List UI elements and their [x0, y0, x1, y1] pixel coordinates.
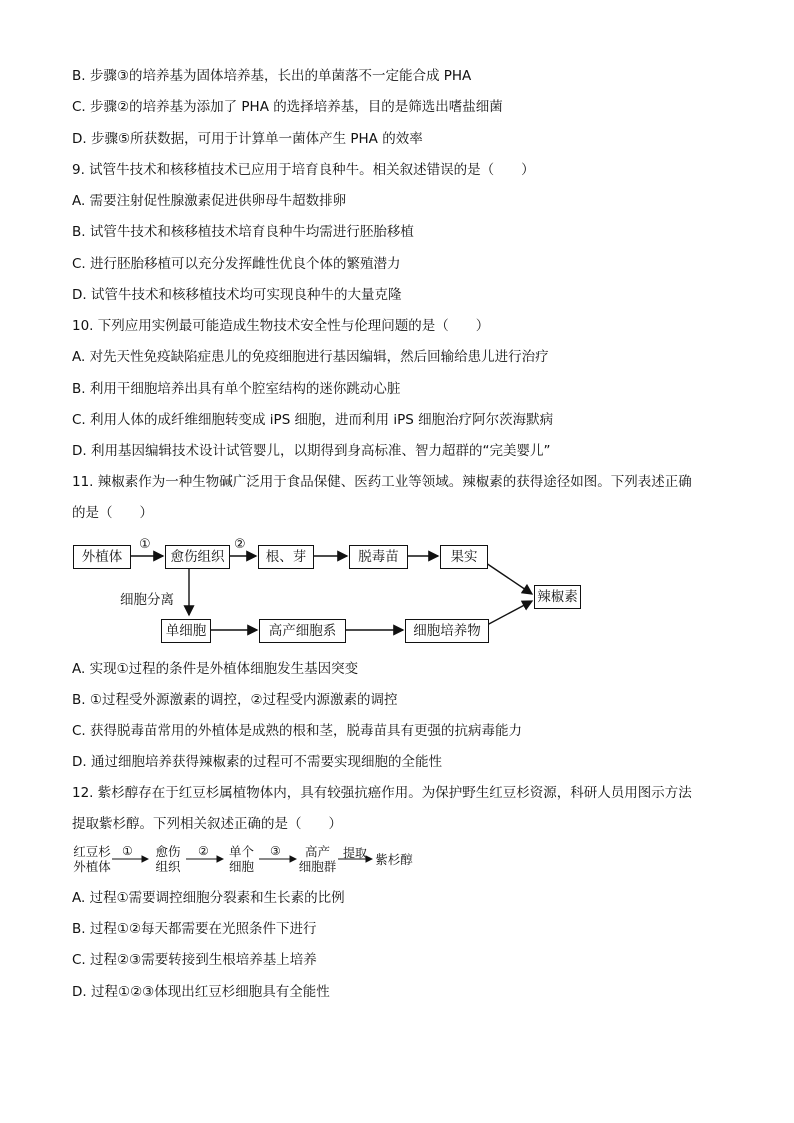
option-a-q10: A. 对先天性免疫缺陷症患儿的免疫细胞进行基因编辑，然后回输给患儿进行治疗 — [72, 349, 549, 365]
d2-step-1: ① — [122, 844, 133, 858]
cell-separation-label: 细胞分离 — [120, 592, 174, 608]
box-high-yield-line: 高产细胞系 — [259, 619, 346, 643]
node-callus-line1: 愈伤 — [155, 844, 181, 859]
box-fruit: 果实 — [440, 545, 488, 569]
node-high-yield-group-line2: 细胞群 — [298, 859, 337, 874]
option-c-q12: C. 过程②③需要转接到生根培养基上培养 — [72, 952, 317, 968]
option-d-q12: D. 过程①②③体现出红豆杉细胞具有全能性 — [72, 984, 330, 1000]
node-high-yield-group-line1: 高产 — [304, 844, 330, 859]
question-12: 12. 紫杉醇存在于红豆杉属植物体内，具有较强抗癌作用。为保护野生红豆杉资源，科研人员用图示方法 — [72, 785, 692, 801]
box-capsaicin: 辣椒素 — [534, 585, 581, 609]
node-single-cell-line2: 细胞 — [228, 859, 254, 874]
question-11: 11. 辣椒素作为一种生物碱广泛用于食品保健、医药工业等领域。辣椒素的获得途径如图。下列表述正确 — [72, 474, 692, 490]
node-taxus-explant-line2: 外植体 — [73, 859, 111, 874]
option-d-q8: D. 步骤⑤所获数据，可用于计算单一菌体产生 PHA 的效率 — [72, 131, 423, 147]
option-b-q12: B. 过程①②每天都需要在光照条件下进行 — [72, 921, 317, 937]
box-virus-free-seedling: 脱毒苗 — [349, 545, 408, 569]
question-10: 10. 下列应用实例最可能造成生物技术安全性与伦理问题的是（ ） — [72, 318, 490, 334]
option-d-q9: D. 试管牛技术和核移植技术均可实现良种牛的大量克隆 — [72, 287, 402, 303]
option-c-q11: C. 获得脱毒苗常用的外植体是成熟的根和茎，脱毒苗具有更强的抗病毒能力 — [72, 723, 523, 739]
box-callus: 愈伤组织 — [165, 545, 230, 569]
option-b-q11: B. ①过程受外源激素的调控，②过程受内源激素的调控 — [72, 692, 398, 708]
question-11-cont: 的是（ ） — [72, 505, 153, 521]
question-12-cont: 提取紫杉醇。下列相关叙述正确的是（ ） — [72, 816, 342, 832]
question-9: 9. 试管牛技术和核移植技术已应用于培育良种牛。相关叙述错误的是（ ） — [72, 162, 535, 178]
step-2-label: ② — [234, 537, 246, 552]
option-b-q10: B. 利用干细胞培养出具有单个腔室结构的迷你跳动心脏 — [72, 381, 401, 397]
option-a-q12: A. 过程①需要调控细胞分裂素和生长素的比例 — [72, 890, 345, 906]
box-explant: 外植体 — [73, 545, 131, 569]
taxol-extraction-diagram — [0, 842, 794, 882]
capsaicin-pathway-diagram — [0, 535, 794, 650]
node-single-cell — [224, 844, 259, 874]
option-a-q9: A. 需要注射促性腺激素促进供卵母牛超数排卵 — [72, 193, 347, 209]
box-cell-culture: 细胞培养物 — [405, 619, 489, 643]
node-high-yield-group — [297, 844, 338, 874]
option-b-q9: B. 试管牛技术和核移植技术培育良种牛均需进行胚胎移植 — [72, 224, 414, 240]
node-taxol: 紫杉醇 — [375, 852, 413, 867]
option-d-q11: D. 通过细胞培养获得辣椒素的过程可不需要实现细胞的全能性 — [72, 754, 442, 770]
node-callus-line2: 组织 — [155, 859, 181, 874]
d2-step-3: ③ — [270, 844, 281, 858]
option-d-q10: D. 利用基因编辑技术设计试管婴儿，以期得到身高标准、智力超群的“完美婴儿” — [72, 443, 551, 459]
d2-step-extract: 提取 — [343, 846, 368, 860]
node-taxus-explant — [72, 844, 112, 874]
box-single-cell: 单细胞 — [161, 619, 211, 643]
option-c-q9: C. 进行胚胎移植可以充分发挥雌性优良个体的繁殖潜力 — [72, 256, 401, 272]
node-single-cell-line1: 单个 — [228, 844, 254, 859]
node-callus — [150, 844, 186, 874]
option-c-q8: C. 步骤②的培养基为添加了 PHA 的选择培养基，目的是筛选出嗜盐细菌 — [72, 99, 503, 115]
d2-step-2: ② — [198, 844, 209, 858]
option-b-q8: B. 步骤③的培养基为固体培养基，长出的单菌落不一定能合成 PHA — [72, 68, 472, 84]
box-root-bud: 根、芽 — [258, 545, 314, 569]
option-a-q11: A. 实现①过程的条件是外植体细胞发生基因突变 — [72, 661, 359, 677]
step-1-label: ① — [139, 537, 151, 552]
node-taxus-explant-line1: 红豆杉 — [73, 844, 111, 859]
option-c-q10: C. 利用人体的成纤维细胞转变成 iPS 细胞，进而利用 iPS 细胞治疗阿尔茨海默病 — [72, 412, 554, 428]
